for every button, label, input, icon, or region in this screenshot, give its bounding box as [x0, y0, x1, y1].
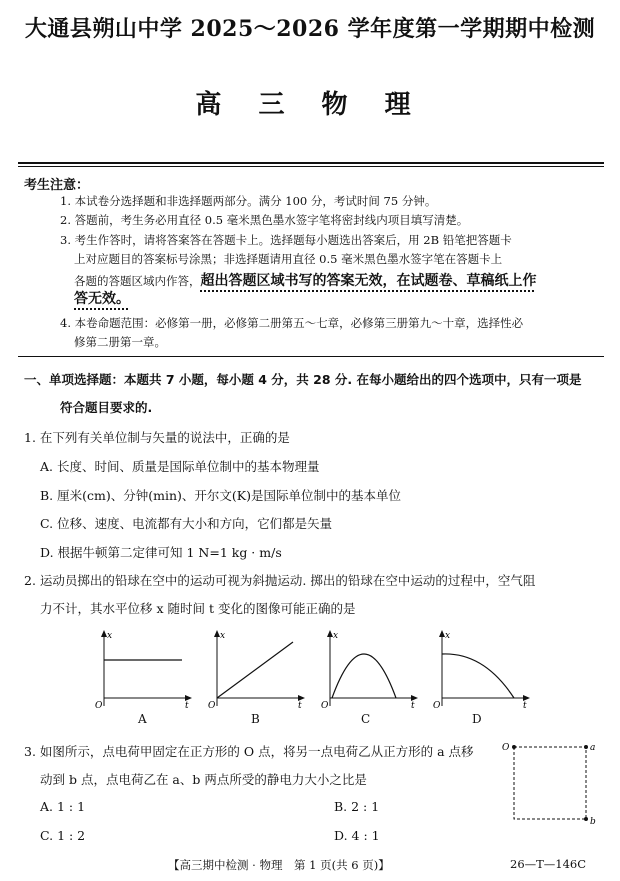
- notice-item-3-line1: 3. 考生作答时，请将答案答在答题卡上。选择题每小题选出答案后，用 2B 铅笔把答题卡: [60, 233, 512, 247]
- divider-thin: [18, 166, 604, 167]
- notice-item-4-line1: 4. 本卷命题范围：必修第一册，必修第二册第五～七章，必修第三册第九～十章，选择性必: [60, 316, 524, 330]
- notice-item-3-line2: 上对应题目的答案标号涂黑；非选择题请用直径 0.5 毫米黑色墨水签字笔在答题卡上: [74, 252, 503, 266]
- graph-c-label: C: [361, 712, 371, 726]
- footer-code: 26—T—146C: [510, 857, 587, 871]
- graph-c-origin: O: [321, 701, 329, 710]
- point-b-label: b: [590, 817, 596, 827]
- notice-item-4-line2: 修第二册第一章。: [74, 335, 166, 349]
- point-a-dot: [584, 745, 588, 749]
- q1-option-d: D. 根据牛顿第二定律可知 1 N=1 kg · m/s: [40, 545, 282, 560]
- q1-option-a: A. 长度、时间、质量是国际单位制中的基本物理量: [40, 459, 320, 474]
- notice-item-2: 2. 答题前，考生务必用直径 0.5 毫米黑色墨水签字笔将密封线内项目填写清楚。: [60, 213, 469, 227]
- graph-b-x-label: t: [298, 701, 302, 710]
- graph-b-origin: O: [208, 701, 216, 710]
- square-dashed: [514, 747, 586, 819]
- graph-a-x-label: t: [185, 701, 189, 710]
- q3-stem-line1: 3. 如图所示，点电荷甲固定在正方形的 O 点，将另一点电荷乙从正方形的 a 点移: [24, 744, 474, 759]
- graph-b-label: B: [251, 712, 260, 726]
- graph-c-x-label: t: [411, 701, 415, 710]
- q3-option-a: A. 1 : 1: [40, 799, 86, 814]
- graph-b: [207, 628, 307, 710]
- graph-d-label: D: [472, 712, 482, 726]
- section-heading-line1: 一、单项选择题：本题共 7 小题，每小题 4 分，共 28 分. 在每小题给出的四个选项中，只有一项是: [24, 372, 582, 387]
- graph-b-y-label: x: [220, 631, 226, 641]
- graph-a: [94, 628, 194, 710]
- point-b-dot: [584, 817, 588, 821]
- graph-d-curve: [442, 654, 514, 698]
- graph-d: [432, 628, 532, 710]
- exam-title: 大通县朔山中学 2025～2026 学年度第一学期期中检测: [24, 16, 596, 42]
- q1-option-b: B. 厘米(cm)、分钟(min)、开尔文(K)是国际单位制中的基本单位: [40, 488, 401, 503]
- divider-thick: [18, 162, 604, 164]
- subject-title: 高 三 物 理: [195, 90, 425, 120]
- notice-item-1: 1. 本试卷分选择题和非选择题两部分。满分 100 分，考试时间 75 分钟。: [60, 194, 437, 208]
- q3-option-c: C. 1 : 2: [40, 828, 86, 843]
- graph-d-y-label: x: [445, 631, 451, 641]
- graph-a-origin: O: [95, 701, 103, 710]
- notice-title: 考生注意：: [24, 178, 90, 193]
- graph-c: [320, 628, 420, 710]
- graph-d-x-label: t: [523, 701, 527, 710]
- graph-a-y-label: x: [107, 631, 113, 641]
- point-o-dot: [512, 745, 516, 749]
- graph-b-curve: [217, 642, 293, 698]
- q1-stem: 1. 在下列有关单位制与矢量的说法中，正确的是: [24, 430, 290, 445]
- point-o-label: O: [502, 743, 510, 753]
- graph-d-origin: O: [433, 701, 441, 710]
- notice-item-3-line3-normal: 各题的答题区域内作答，: [74, 274, 201, 288]
- q3-option-b: B. 2 : 1: [334, 799, 380, 814]
- graph-a-label: A: [138, 712, 147, 726]
- q2-stem-line2: 力不计，其水平位移 x 随时间 t 变化的图像可能正确的是: [40, 601, 356, 616]
- graph-c-y-label: x: [333, 631, 339, 641]
- notice-item-3-line3: [74, 273, 537, 289]
- notice-emphasis: 超出答题区域书写的答案无效，在试题卷、草稿纸上作: [200, 273, 537, 289]
- divider-notice-bottom: [18, 356, 604, 357]
- point-a-label: a: [590, 743, 596, 753]
- section-heading-line2: 符合题目要求的.: [60, 400, 153, 415]
- footer-page-info: 【高三期中检测 · 物理 第 1 页(共 6 页)】: [168, 858, 390, 872]
- q1-option-c: C. 位移、速度、电流都有大小和方向，它们都是矢量: [40, 516, 333, 531]
- q3-stem-line2: 动到 b 点，点电荷乙在 a、b 两点所受的静电力大小之比是: [40, 772, 367, 787]
- square-figure: [500, 738, 600, 828]
- q3-option-d: D. 4 : 1: [334, 828, 380, 843]
- graph-c-curve: [332, 654, 396, 698]
- q2-stem-line1: 2. 运动员掷出的铅球在空中的运动可视为斜抛运动. 掷出的铅球在空中运动的过程中，空气阻: [24, 573, 536, 588]
- notice-item-3-line4: 答无效。: [74, 291, 130, 307]
